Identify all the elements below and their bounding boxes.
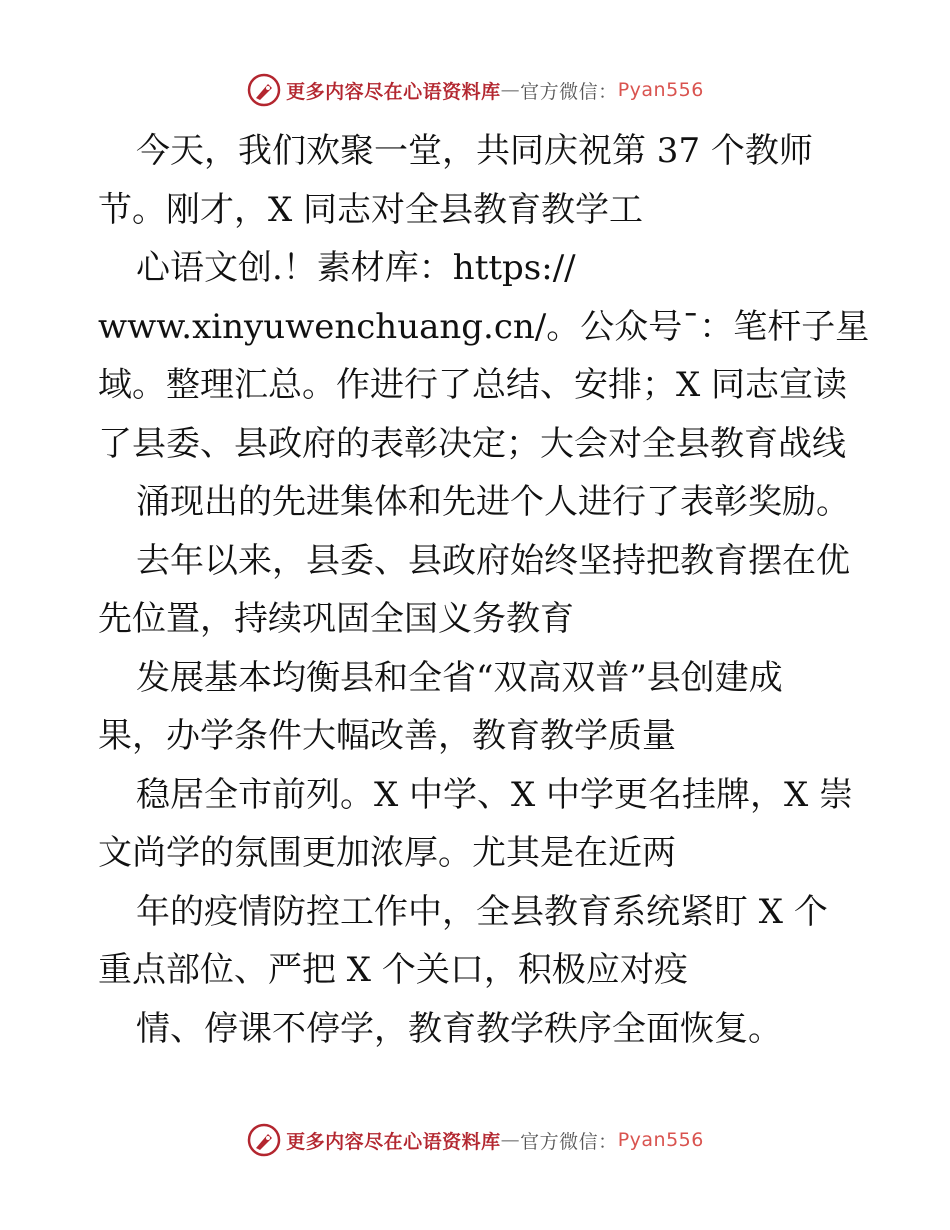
banner-lead-text: 更多内容尽在心语资料库: [286, 80, 501, 103]
body-line: 文尚学的氛围更加浓厚。尤其是在近两: [98, 833, 676, 873]
banner-separator: —: [500, 79, 521, 101]
banner-wechat-id: Pyan556: [617, 1129, 704, 1151]
banner-lead-text: 更多内容尽在心语资料库: [286, 1130, 501, 1153]
body-line: www.xinyuwenchuang.cn/。公众号¯：笔杆子星: [98, 306, 870, 347]
banner-wechat-label: 官方微信：: [520, 80, 618, 103]
body-line: 心语文创.！素材库：https://: [136, 248, 576, 288]
body-line: 去年以来，县委、县政府始终坚持把教育摆在优: [136, 540, 850, 581]
body-line: 稳居全市前列。X 中学、X 中学更名挂牌，X 崇: [136, 774, 854, 815]
body-line: 先位置，持续巩固全国义务教育: [98, 599, 574, 639]
pen-nib-circle-icon: [246, 1122, 282, 1158]
body-line: 情、停课不停学，教育教学秩序全面恢复。: [136, 1008, 782, 1049]
banner-wechat-id: Pyan556: [617, 79, 704, 101]
banner-wechat-label: 官方微信：: [520, 1130, 618, 1153]
body-line: 果，办学条件大幅改善，教育教学质量: [98, 716, 676, 756]
banner-separator: —: [500, 1129, 521, 1151]
body-line: 发展基本均衡县和全省“双高双普”县创建成: [136, 657, 783, 698]
body-line: 了县委、县政府的表彰决定；大会对全县教育战线: [98, 423, 846, 464]
pen-nib-circle-icon: [246, 72, 282, 108]
body-line: 节。刚才，X 同志对全县教育教学工: [98, 189, 644, 230]
footer-banner: [0, 1120, 950, 1160]
body-line: 重点部位、严把 X 个关口，积极应对疫: [98, 950, 688, 990]
body-line: 域。整理汇总。作进行了总结、安排；X 同志宣读: [98, 365, 848, 405]
body-line: 涌现出的先进集体和先进个人进行了表彰奖励。: [136, 482, 850, 522]
body-line: 年的疫情防控工作中，全县教育系统紧盯 X 个: [136, 891, 828, 932]
header-banner: [0, 70, 950, 110]
body-line: 今天，我们欢聚一堂，共同庆祝第 37 个教师: [136, 131, 813, 171]
document-body: [98, 122, 870, 1058]
